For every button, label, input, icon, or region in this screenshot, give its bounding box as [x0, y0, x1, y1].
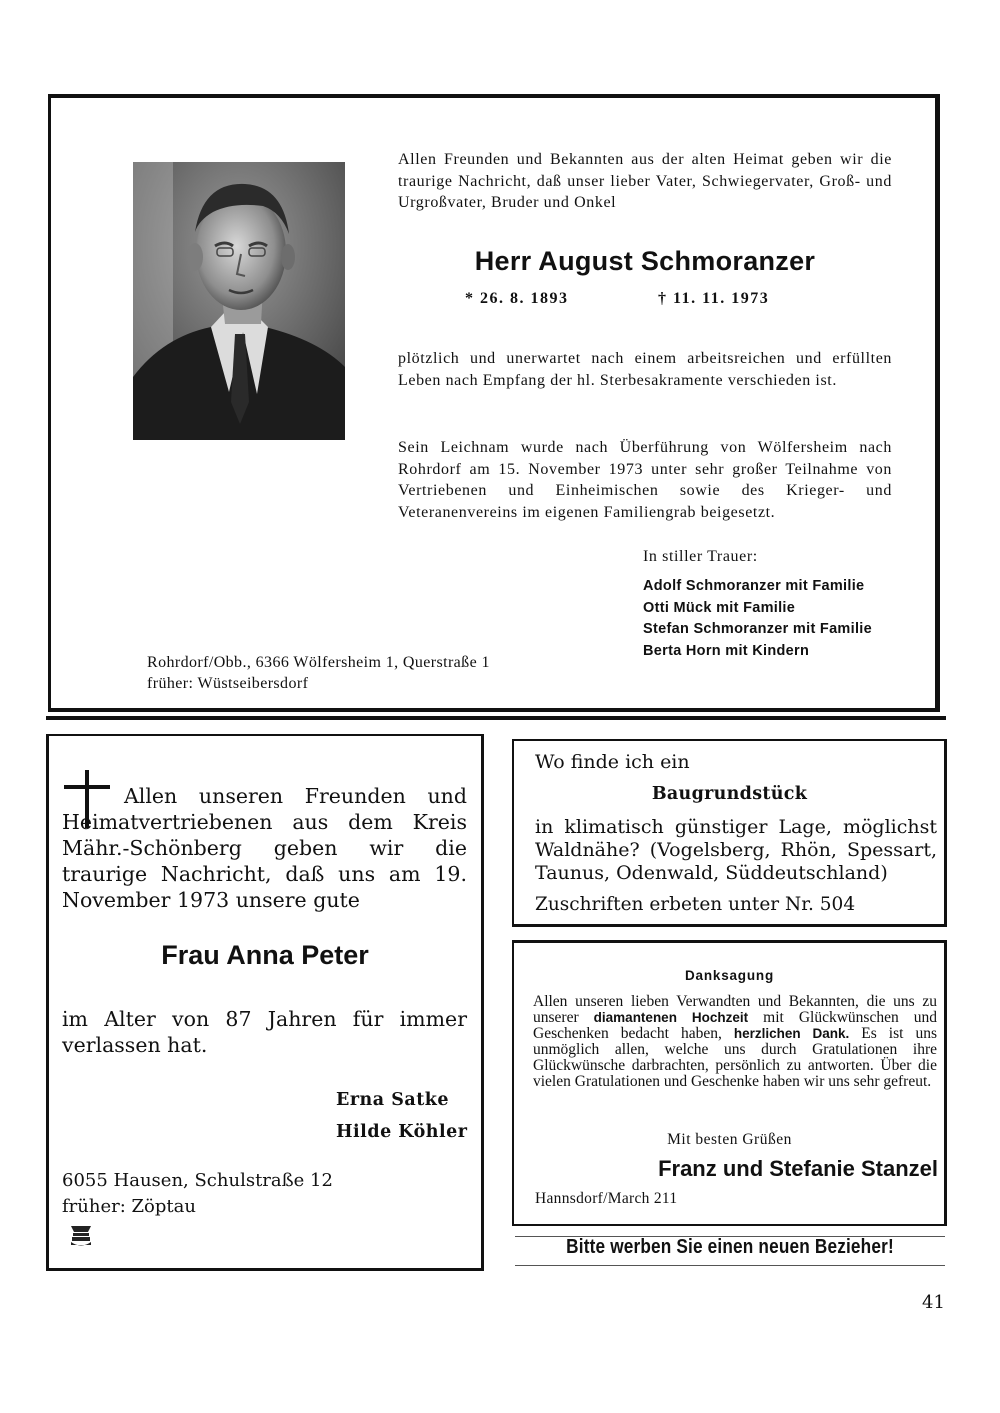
footer-slogan: Bitte werben Sie einen neuen Bezieher!	[566, 1236, 894, 1258]
ad-line1: Wo finde ich ein	[535, 751, 690, 773]
top-address	[147, 652, 490, 694]
mourner-4: Berta Horn mit Kindern	[643, 642, 810, 659]
mourner-2: Otti Mück mit Familie	[643, 599, 796, 616]
address-former: früher: Wüstseibersdorf	[147, 675, 309, 692]
address-line: Rohrdorf/Obb., 6366 Wölfersheim 1, Querstraße 1	[147, 654, 490, 671]
peter-signers	[336, 1084, 468, 1148]
obituary-intro: Allen Freunden und Bekannten aus der alten Heimat geben wir die traurige Nachricht, daß unser lieber Vater, Schwiegervater, Groß- und Urgroßvater, Bruder und Onkel	[398, 151, 892, 211]
thanks-text-1: Allen unseren lieben Verwandten und Bekannten, die uns zu unserer	[533, 993, 937, 1026]
thanks-bold-1: diamantenen Hochzeit	[593, 1010, 749, 1025]
divider-rule	[46, 716, 946, 720]
thanks-text-3: Es ist uns unmöglich allen, welche uns durch Gratulationen ihre Glückwünsche darbrachten, persönlich zu antworten. Über die vielen Gratulationen und Geschenke haben wir uns sehr gefreut.	[533, 1025, 937, 1090]
peter-passing: im Alter von 87 Jahren für immer verlassen hat.	[62, 1007, 467, 1057]
obituary-passing: plötzlich und unerwartet nach einem arbeitsreichen und erfüllten Leben nach Empfang der hl. Sterbesakramente verschieden ist.	[398, 350, 892, 389]
signer-1: Erna Satke	[336, 1090, 450, 1110]
address-line: 6055 Hausen, Schulstraße 12	[62, 1170, 333, 1191]
thanks-text-2: mit Glückwünschen und Geschenken bedacht haben,	[533, 1009, 938, 1042]
slogan-rule-bottom	[515, 1265, 945, 1266]
logo-icon	[68, 1222, 94, 1248]
peter-intro: Allen unseren Freunden und Heimatvertriebenen aus dem Kreis Mähr.-Schönberg geben wir die traurige Nachricht, daß uns am 19. November 1973 unsere gute	[62, 784, 467, 912]
thanks-bold-2: herzlichen Dank.	[733, 1026, 850, 1041]
obituary-burial: Sein Leichnam wurde nach Überführung von Wölfersheim nach Rohrdorf am 15. November 1973 unter sehr großer Teilnahme von Vertriebenen und Einheimischen sowie des Krieger- und Veteranenvereins im eigenen Familiengrab beigesetzt.	[398, 439, 892, 521]
deceased-name: Herr August Schmoranzer	[474, 246, 816, 276]
death-date: † 11. 11. 1973	[658, 290, 770, 307]
deceased-name-peter: Frau Anna Peter	[161, 940, 369, 970]
thanks-greeting: Mit besten Grüßen	[667, 1131, 792, 1148]
mourning-label: In stiller Trauer:	[643, 548, 758, 565]
thanks-address: Hannsdorf/March 211	[535, 1190, 678, 1207]
address-former: früher: Zöptau	[62, 1196, 196, 1217]
ad-contact: Zuschriften erbeten unter Nr. 504	[535, 894, 856, 915]
thanks-title: Danksagung	[684, 968, 774, 983]
ad-body: in klimatisch günstiger Lage, möglichst Waldnähe? (Vogelsberg, Rhön, Spessart, Taunus, Odenwald, Süddeutschland)	[535, 816, 937, 884]
birth-date: * 26. 8. 1893	[465, 290, 569, 307]
page-number: 41	[922, 1292, 945, 1313]
mourners-list	[643, 576, 872, 662]
mourner-1: Adolf Schmoranzer mit Familie	[643, 578, 865, 594]
thanks-body	[533, 994, 937, 1090]
peter-address	[62, 1168, 333, 1220]
portrait-photo	[133, 162, 345, 440]
mourner-3: Stefan Schmoranzer mit Familie	[643, 621, 872, 637]
thanks-signers: Franz und Stefanie Stanzel	[658, 1156, 938, 1181]
ad-headline: Baugrundstück	[651, 784, 808, 804]
signer-2: Hilde Köhler	[336, 1122, 468, 1142]
